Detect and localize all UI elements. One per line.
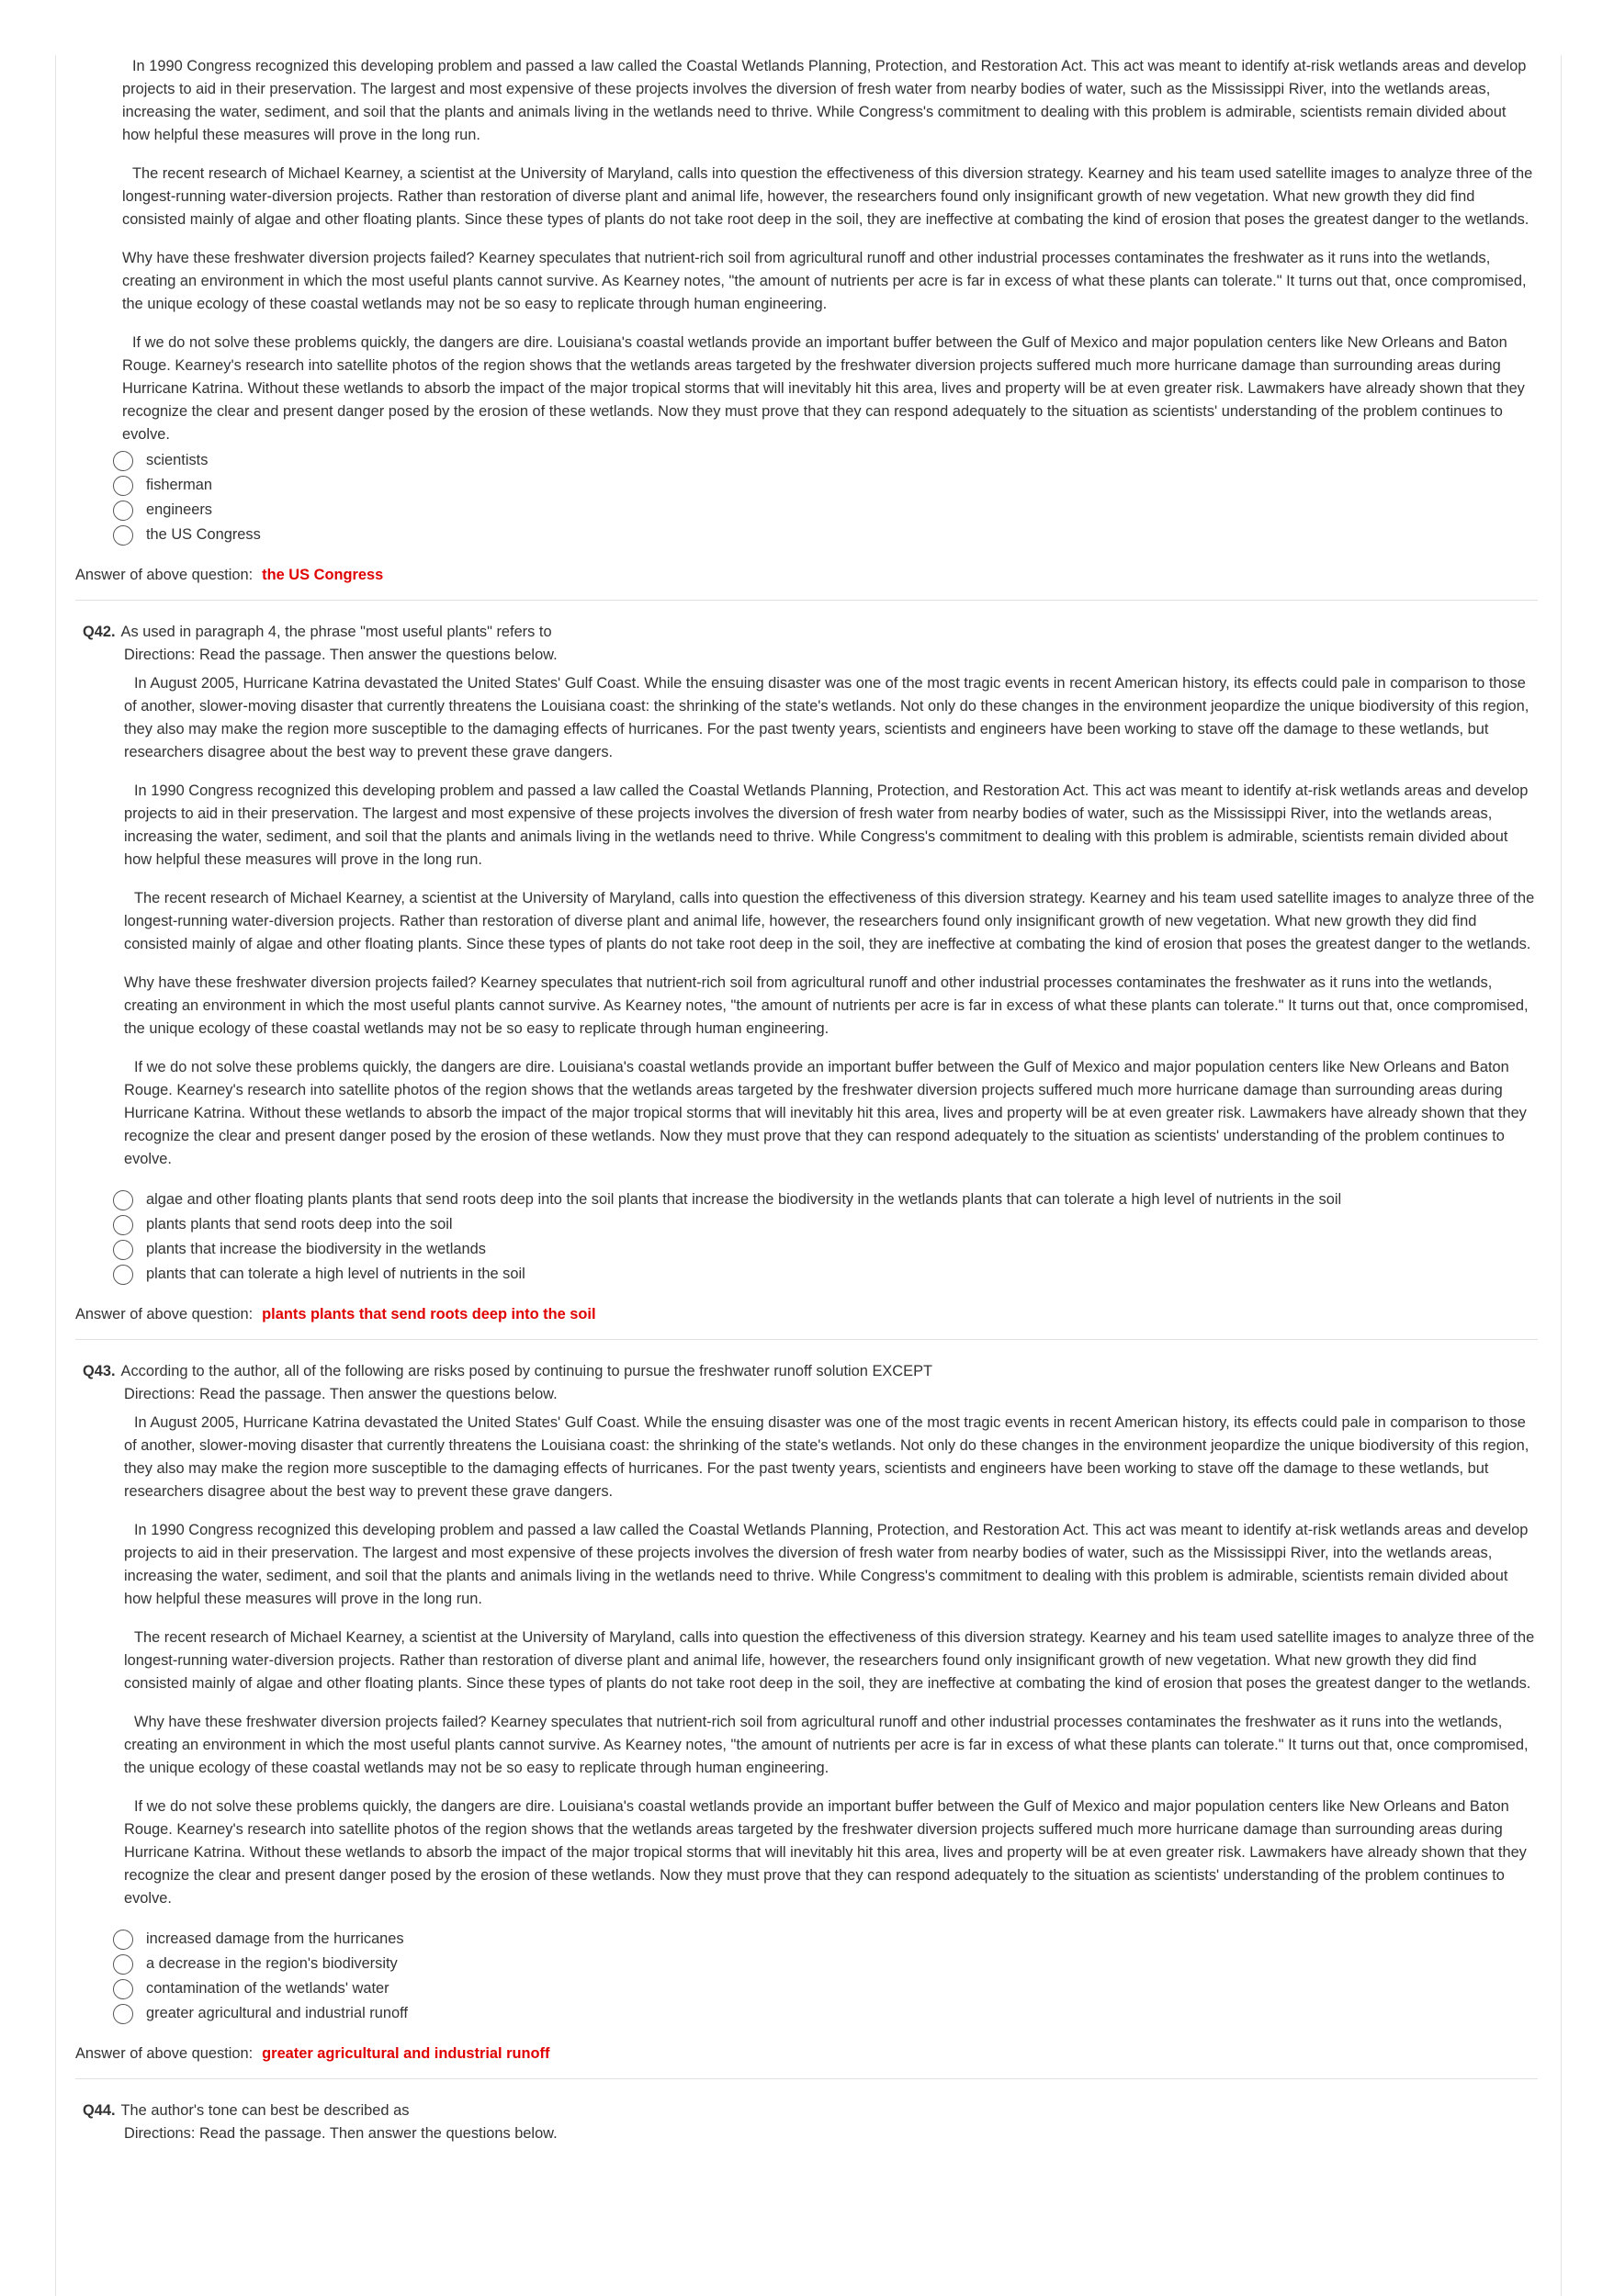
page-content	[75, 55, 1538, 2151]
option-label: greater agricultural and industrial runoff	[146, 2005, 408, 2021]
option-label: fisherman	[146, 477, 212, 493]
radio-button[interactable]	[113, 1190, 133, 1210]
option-item[interactable]	[113, 1976, 1538, 2001]
option-label: plants that increase the biodiversity in the wetlands	[146, 1241, 486, 1257]
option-label: a decrease in the region's biodiversity	[146, 1955, 398, 1972]
answer-label: Answer of above question:	[75, 1306, 254, 1322]
answer-options	[75, 1927, 1538, 2026]
option-label: plants plants that send roots deep into the soil	[146, 1216, 453, 1232]
radio-button[interactable]	[113, 525, 133, 546]
radio-button[interactable]	[113, 1930, 133, 1950]
passage-paragraph-2: In 1990 Congress recognized this developing problem and passed a law called the Coastal Wetlands Planning, Protection, and Restoration Act. This act was meant to identify at-risk wetlands areas and develop projects to aid in their preservation. The largest and most expensive of these projects involves the diversion of fresh water from nearby bodies of water, such as the Mississippi River, into the wetlands areas, increasing the water, sediment, and soil that the plants and animals living in the wetlands need to thrive. While Congress's commitment to dealing with this problem is admirable, scientists remain divided about how helpful these measures will prove in the long run.	[122, 58, 1527, 143]
correct-answer: the US Congress	[262, 567, 384, 583]
correct-answer: plants plants that send roots deep into the soil	[262, 1306, 596, 1322]
passage	[75, 672, 1538, 1171]
option-label: increased damage from the hurricanes	[146, 1930, 404, 1947]
question-text: As used in paragraph 4, the phrase "most useful plants" refers to	[120, 624, 552, 640]
question-number: Q42.	[83, 624, 116, 640]
passage-paragraph-3: The recent research of Michael Kearney, a scientist at the University of Maryland, calls into question the effectiveness of this diversion strategy. Kearney and his team used satellite images to analyze three of the longest-running water-diversion projects. Rather than restoration of diverse plant and animal life, however, the researchers found only insignificant growth of new vegetation. What new growth they did find consisted mainly of algae and other floating plants. Since these types of plants do not take root deep in the soil, they are ineffective at combating the kind of erosion that poses the greatest danger to the wetlands.	[124, 890, 1535, 952]
radio-button[interactable]	[113, 1979, 133, 1999]
option-label: the US Congress	[146, 526, 261, 543]
question-divider	[75, 600, 1538, 601]
directions: Directions: Read the passage. Then answer the questions below.	[124, 647, 558, 663]
radio-button[interactable]	[113, 2004, 133, 2024]
passage-paragraph-1: In August 2005, Hurricane Katrina devastated the United States' Gulf Coast. While the ensuing disaster was one of the most tragic events in recent American history, its effects could pale in comparison to those of another, slower-moving disaster that currently threatens the Louisiana coast: the shrinking of the state's wetlands. Not only do these changes in the environment jeopardize the unique biodiversity of this region, they also may make the region more susceptible to the damaging effects of hurricanes. For the past twenty years, scientists and engineers have been working to stave off the damage to these wetlands, but researchers disagree about the best way to prevent these grave dangers.	[124, 675, 1529, 760]
question-text: According to the author, all of the following are risks posed by continuing to pursue the freshwater runoff solution EXCEPT	[120, 1363, 933, 1379]
passage-paragraph-1: In August 2005, Hurricane Katrina devastated the United States' Gulf Coast. While the ensuing disaster was one of the most tragic events in recent American history, its effects could pale in comparison to those of another, slower-moving disaster that currently threatens the Louisiana coast: the shrinking of the state's wetlands. Not only do these changes in the environment jeopardize the unique biodiversity of this region, they also may make the region more susceptible to the damaging effects of hurricanes. For the past twenty years, scientists and engineers have been working to stave off the damage to these wetlands, but researchers disagree about the best way to prevent these grave dangers.	[124, 1414, 1529, 1500]
answer-label: Answer of above question:	[75, 567, 254, 583]
directions: Directions: Read the passage. Then answer the questions below.	[124, 1386, 558, 1402]
radio-button[interactable]	[113, 1240, 133, 1260]
option-item[interactable]	[113, 498, 1538, 523]
directions: Directions: Read the passage. Then answer the questions below.	[124, 2125, 558, 2142]
option-item[interactable]	[113, 2001, 1538, 2026]
radio-button[interactable]	[113, 501, 133, 521]
question-41-block	[75, 55, 1538, 601]
radio-button[interactable]	[113, 476, 133, 496]
option-label: plants that can tolerate a high level of nutrients in the soil	[146, 1266, 525, 1282]
radio-button[interactable]	[113, 451, 133, 471]
answer-options	[75, 1187, 1538, 1287]
passage-paragraph-5: If we do not solve these problems quickly, the dangers are dire. Louisiana's coastal wetlands provide an important buffer between the Gulf of Mexico and major population centers like New Orleans and Baton Rouge. Kearney's research into satellite photos of the region shows that the wetlands areas targeted by the freshwater diversion projects suffered much more hurricane damage than surrounding areas during Hurricane Katrina. Without these wetlands to absorb the impact of the major tropical storms that will inevitably hit this area, lives and property will be at even greater risk. Lawmakers have already shown that they recognize the clear and present danger posed by the erosion of these wetlands. Now they must prove that they can respond adequately to the situation as scientists' understanding of the problem continues to evolve.	[122, 334, 1525, 443]
option-item[interactable]	[113, 1212, 1538, 1237]
option-item[interactable]	[113, 1262, 1538, 1287]
option-item[interactable]	[113, 473, 1538, 498]
question-header	[75, 1360, 1538, 1383]
passage-paragraph-4: Why have these freshwater diversion projects failed? Kearney speculates that nutrient-rich soil from agricultural runoff and other industrial processes contaminates the freshwater as it runs into the wetlands, creating an environment in which the most useful plants cannot survive. As Kearney notes, "the amount of nutrients per acre is far in excess of what these plants can tolerate." It turns out that, once compromised, the unique ecology of these coastal wetlands may not be so easy to replicate through human engineering.	[122, 250, 1527, 312]
option-label: contamination of the wetlands' water	[146, 1980, 389, 1997]
passage	[75, 55, 1538, 446]
answer-line	[75, 1303, 1538, 1326]
option-item[interactable]	[113, 1952, 1538, 1976]
passage	[75, 1412, 1538, 1910]
question-divider	[75, 2078, 1538, 2079]
question-44-block	[75, 2099, 1538, 2145]
answer-options	[75, 448, 1538, 547]
answer-line	[75, 564, 1538, 587]
question-divider	[75, 1339, 1538, 1340]
radio-button[interactable]	[113, 1265, 133, 1285]
option-item[interactable]	[113, 448, 1538, 473]
option-item[interactable]	[113, 1927, 1538, 1952]
question-text: The author's tone can best be described as	[120, 2102, 410, 2119]
passage-paragraph-4: Why have these freshwater diversion projects failed? Kearney speculates that nutrient-rich soil from agricultural runoff and other industrial processes contaminates the freshwater as it runs into the wetlands, creating an environment in which the most useful plants cannot survive. As Kearney notes, "the amount of nutrients per acre is far in excess of what these plants can tolerate." It turns out that, once compromised, the unique ecology of these coastal wetlands may not be so easy to replicate through human engineering.	[124, 1714, 1529, 1776]
option-item[interactable]	[113, 1187, 1538, 1212]
question-number: Q43.	[83, 1363, 116, 1379]
passage-paragraph-5: If we do not solve these problems quickly, the dangers are dire. Louisiana's coastal wetlands provide an important buffer between the Gulf of Mexico and major population centers like New Orleans and Baton Rouge. Kearney's research into satellite photos of the region shows that the wetlands areas targeted by the freshwater diversion projects suffered much more hurricane damage than surrounding areas during Hurricane Katrina. Without these wetlands to absorb the impact of the major tropical storms that will inevitably hit this area, lives and property will be at even greater risk. Lawmakers have already shown that they recognize the clear and present danger posed by the erosion of these wetlands. Now they must prove that they can respond adequately to the situation as scientists' understanding of the problem continues to evolve.	[124, 1798, 1527, 1907]
correct-answer: greater agricultural and industrial runoff	[262, 2045, 550, 2062]
question-42-block	[75, 621, 1538, 1340]
passage-paragraph-5: If we do not solve these problems quickly, the dangers are dire. Louisiana's coastal wetlands provide an important buffer between the Gulf of Mexico and major population centers like New Orleans and Baton Rouge. Kearney's research into satellite photos of the region shows that the wetlands areas targeted by the freshwater diversion projects suffered much more hurricane damage than surrounding areas during Hurricane Katrina. Without these wetlands to absorb the impact of the major tropical storms that will inevitably hit this area, lives and property will be at even greater risk. Lawmakers have already shown that they recognize the clear and present danger posed by the erosion of these wetlands. Now they must prove that they can respond adequately to the situation as scientists' understanding of the problem continues to evolve.	[124, 1059, 1527, 1167]
passage-paragraph-3: The recent research of Michael Kearney, a scientist at the University of Maryland, calls into question the effectiveness of this diversion strategy. Kearney and his team used satellite images to analyze three of the longest-running water-diversion projects. Rather than restoration of diverse plant and animal life, however, the researchers found only insignificant growth of new vegetation. What new growth they did find consisted mainly of algae and other floating plants. Since these types of plants do not take root deep in the soil, they are ineffective at combating the kind of erosion that poses the greatest danger to the wetlands.	[124, 1629, 1535, 1692]
radio-button[interactable]	[113, 1954, 133, 1975]
option-item[interactable]	[113, 523, 1538, 547]
answer-line	[75, 2043, 1538, 2065]
passage-paragraph-3: The recent research of Michael Kearney, a scientist at the University of Maryland, calls into question the effectiveness of this diversion strategy. Kearney and his team used satellite images to analyze three of the longest-running water-diversion projects. Rather than restoration of diverse plant and animal life, however, the researchers found only insignificant growth of new vegetation. What new growth they did find consisted mainly of algae and other floating plants. Since these types of plants do not take root deep in the soil, they are ineffective at combating the kind of erosion that poses the greatest danger to the wetlands.	[122, 165, 1533, 228]
passage-paragraph-2: In 1990 Congress recognized this developing problem and passed a law called the Coastal Wetlands Planning, Protection, and Restoration Act. This act was meant to identify at-risk wetlands areas and develop projects to aid in their preservation. The largest and most expensive of these projects involves the diversion of fresh water from nearby bodies of water, such as the Mississippi River, into the wetlands areas, increasing the water, sediment, and soil that the plants and animals living in the wetlands need to thrive. While Congress's commitment to dealing with this problem is admirable, scientists remain divided about how helpful these measures will prove in the long run.	[124, 782, 1529, 868]
option-label: engineers	[146, 501, 212, 518]
passage-paragraph-2: In 1990 Congress recognized this developing problem and passed a law called the Coastal Wetlands Planning, Protection, and Restoration Act. This act was meant to identify at-risk wetlands areas and develop projects to aid in their preservation. The largest and most expensive of these projects involves the diversion of fresh water from nearby bodies of water, such as the Mississippi River, into the wetlands areas, increasing the water, sediment, and soil that the plants and animals living in the wetlands need to thrive. While Congress's commitment to dealing with this problem is admirable, scientists remain divided about how helpful these measures will prove in the long run.	[124, 1522, 1529, 1607]
option-label: scientists	[146, 452, 209, 468]
question-number: Q44.	[83, 2102, 116, 2119]
question-43-block	[75, 1360, 1538, 2079]
passage-paragraph-4: Why have these freshwater diversion projects failed? Kearney speculates that nutrient-rich soil from agricultural runoff and other industrial processes contaminates the freshwater as it runs into the wetlands, creating an environment in which the most useful plants cannot survive. As Kearney notes, "the amount of nutrients per acre is far in excess of what these plants can tolerate." It turns out that, once compromised, the unique ecology of these coastal wetlands may not be so easy to replicate through human engineering.	[124, 974, 1529, 1037]
radio-button[interactable]	[113, 1215, 133, 1235]
option-label: algae and other floating plants plants that send roots deep into the soil plants that increase the biodiversity in the wetlands plants that can tolerate a high level of nutrients in the soil	[146, 1191, 1342, 1208]
option-item[interactable]	[113, 1237, 1538, 1262]
question-header	[75, 621, 1538, 644]
question-header	[75, 2099, 1538, 2122]
answer-label: Answer of above question:	[75, 2045, 254, 2062]
